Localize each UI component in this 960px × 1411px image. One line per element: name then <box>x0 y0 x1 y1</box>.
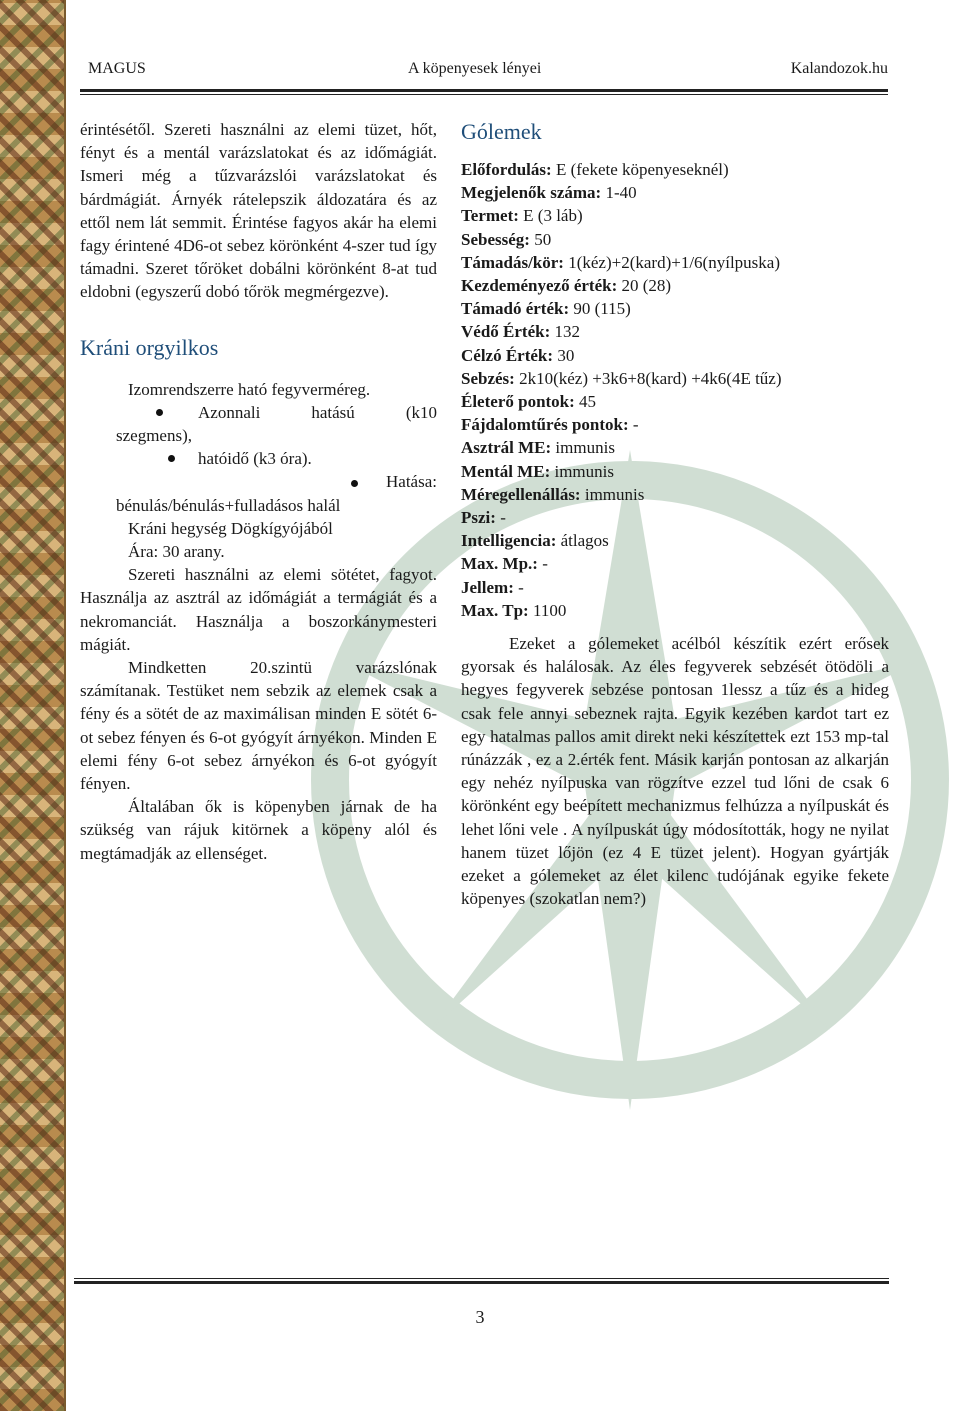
stat-value: 90 (115) <box>569 299 631 319</box>
bullet3-text: Hatása: <box>386 472 437 492</box>
bullet-dot-icon <box>168 455 175 462</box>
bullet2-text: hatóidő (k3 óra). <box>198 449 312 469</box>
stat-line <box>461 529 889 552</box>
stat-value: 2k10(kéz) +3k6+8(kard) +4k6(4E tűz) <box>514 368 782 388</box>
poison-price: Ára: 30 arany. <box>128 542 225 562</box>
stat-label: Mentál ME: <box>461 461 551 481</box>
bullet1-continuation: szegmens), <box>116 426 193 446</box>
right-column <box>461 118 889 911</box>
poison-intro: Izomrendszerre ható fegyverméreg. <box>128 379 371 399</box>
paragraph-magic: Szereti használni az elemi sötétet, fagyot. Használja az asztrál az időmágiát a termágiát és a nekromanciát. Használja a boszorkánymesteri mágiát. <box>80 565 437 654</box>
stat-line <box>461 297 889 320</box>
bullet-dot-icon <box>156 409 163 416</box>
stat-value: immunis <box>551 438 615 458</box>
stat-value: immunis <box>580 484 645 504</box>
stat-line <box>461 158 889 181</box>
stat-label: Életerő pontok: <box>461 392 575 412</box>
stat-line <box>461 460 889 483</box>
stat-value: - <box>628 415 639 435</box>
stat-line <box>461 483 889 506</box>
stat-label: Megjelenők száma: <box>461 183 602 203</box>
stat-line <box>461 228 889 251</box>
stat-label: Méregellenállás: <box>461 484 581 504</box>
stat-value: 45 <box>574 392 597 412</box>
decorative-left-border <box>0 0 66 1411</box>
section-title-krani: Kráni orgyilkos <box>80 334 219 360</box>
stat-value: 20 (28) <box>617 276 672 296</box>
stat-value: 1-40 <box>601 183 637 203</box>
stat-value: 132 <box>550 322 580 342</box>
header-right: Kalandozok.hu <box>790 60 888 77</box>
stat-value: 1100 <box>528 600 567 620</box>
stat-line <box>461 552 889 575</box>
stat-value: 30 <box>553 345 575 365</box>
section-title-golem: Gólemek <box>461 119 542 144</box>
header-left: MAGUS <box>88 60 146 77</box>
stat-line <box>461 436 889 459</box>
header-center: A köpenyesek lényei <box>408 60 542 77</box>
stat-line <box>461 204 889 227</box>
stat-value: E (3 láb) <box>518 206 583 226</box>
stat-line <box>461 506 889 529</box>
stat-line <box>461 181 889 204</box>
golem-description: Ezeket a gólemeket acélból készítik ezért erősek gyorsak és halálosak. Az éles fegyverek sebzését ötödöli a hegyes fegyverek sebzése pontosan 1lessz a tűz és a hideg csak fele annyi sebeznek rajta. Egyik kezében kardot tart ez egy hatalmas pallos amit direkt neki készítettek ezt 153 mp-tal rúnázzák , ez a 2.érték fent. Másik karján pontosan az alkarján egy nehéz nyílpuska van rögzítve ezzel tud lőni de csak 6 körönként egy beépített mechanizmus felhúzza a nyílpuskát és lehet lőni vele . A nyílpuskát úgy módosították, hogy ne nyilat hanem tüzet lőjön (ez 4 E tüzet jelent). Hogyan gyártják ezeket a gólemeket az élet kilenc tudójának egyike fekete köpenyes (szokatlan nem?) <box>461 634 889 909</box>
stat-label: Védő Érték: <box>461 322 551 342</box>
stat-line <box>461 367 889 390</box>
stat-label: Fájdalomtűrés pontok: <box>461 415 629 435</box>
stat-line <box>461 599 889 622</box>
stat-label: Asztrál ME: <box>461 438 552 458</box>
stat-value: - <box>513 577 524 597</box>
stat-line <box>461 344 889 367</box>
stat-value: - <box>495 508 506 528</box>
stat-line <box>461 390 889 413</box>
intro-paragraph: érintésétől. Szereti használni az elemi tüzet, hőt, fényt és a mentál varázslatokat és az időmágiát. Ismeri még a tűzvarázslói varázslatokat és bárdmágiát. Árnyék rátelepszik áldozatára és az ettől nem lát semmit. Érintése fagyos akár ha elemi fagy érintené 4D6-ot sebez körönként 4-szer tud így támadni. Szeret tőröket dobálni körönként 8-at tud eldobni (egyszerű dobó tőrök megmérgezve). <box>80 120 437 302</box>
stat-line <box>461 320 889 343</box>
header-rule <box>80 89 888 95</box>
stat-line <box>461 576 889 599</box>
stat-label: Jellem: <box>461 577 514 597</box>
bullet-dot-icon <box>351 480 358 487</box>
stat-label: Intelligencia: <box>461 531 557 551</box>
stat-label: Kezdeményező érték: <box>461 276 618 296</box>
stat-value: 1(kéz)+2(kard)+1/6(nyílpuska) <box>563 252 780 272</box>
stat-label: Max. Mp.: <box>461 554 538 574</box>
stat-line <box>461 413 889 436</box>
stat-label: Támadó érték: <box>461 299 570 319</box>
bullet1-word-a: Azonnali <box>198 402 261 422</box>
page-header <box>88 60 888 82</box>
footer-rule <box>74 1278 889 1284</box>
bullet3-continuation: bénulás/bénulás+fulladásos halál <box>116 495 341 515</box>
bullet1-word-b: hatású <box>311 402 355 422</box>
stat-label: Előfordulás: <box>461 160 552 179</box>
stat-label: Pszi: <box>461 508 496 528</box>
paragraph-cloak: Általában ők is köpenyben járnak de ha szükség van rájuk kitörnek a köpeny alól és megtámadják az ellenséget. <box>80 797 437 863</box>
stat-label: Sebzés: <box>461 368 515 388</box>
stat-line <box>461 274 889 297</box>
poison-source: Kráni hegység Dögkígyójából <box>128 518 333 538</box>
left-column <box>80 118 437 865</box>
stat-value: - <box>537 554 548 574</box>
stat-label: Max. Tp: <box>461 600 529 620</box>
stat-value: immunis <box>550 461 614 481</box>
page-number: 3 <box>475 1307 485 1327</box>
stat-line <box>461 251 889 274</box>
stat-value: 50 <box>529 229 552 249</box>
bullet-item-1 <box>80 401 437 424</box>
stat-value: E (fekete köpenyeseknél) <box>551 160 729 179</box>
stat-block <box>461 158 889 622</box>
stat-label: Célzó Érték: <box>461 345 554 365</box>
bullet-item-3 <box>80 470 437 493</box>
stat-label: Sebesség: <box>461 229 530 249</box>
stat-label: Támadás/kör: <box>461 252 564 272</box>
stat-value: átlagos <box>556 531 609 551</box>
stat-label: Termet: <box>461 206 519 226</box>
bullet1-word-c: (k10 <box>405 402 437 422</box>
paragraph-level: Mindketten 20.szintü varázslónak számítanak. Testüket nem sebzik az elemek csak a fény és a sötét de az maximálisan minden E sötét 6-ot sebez fényen és 6-ot gyógyít árnyékon. Minden E elemi fény 6-ot sebez árnyékon és 6-ot gyógyít fényen. <box>80 658 437 794</box>
bullet-item-2 <box>80 447 437 470</box>
